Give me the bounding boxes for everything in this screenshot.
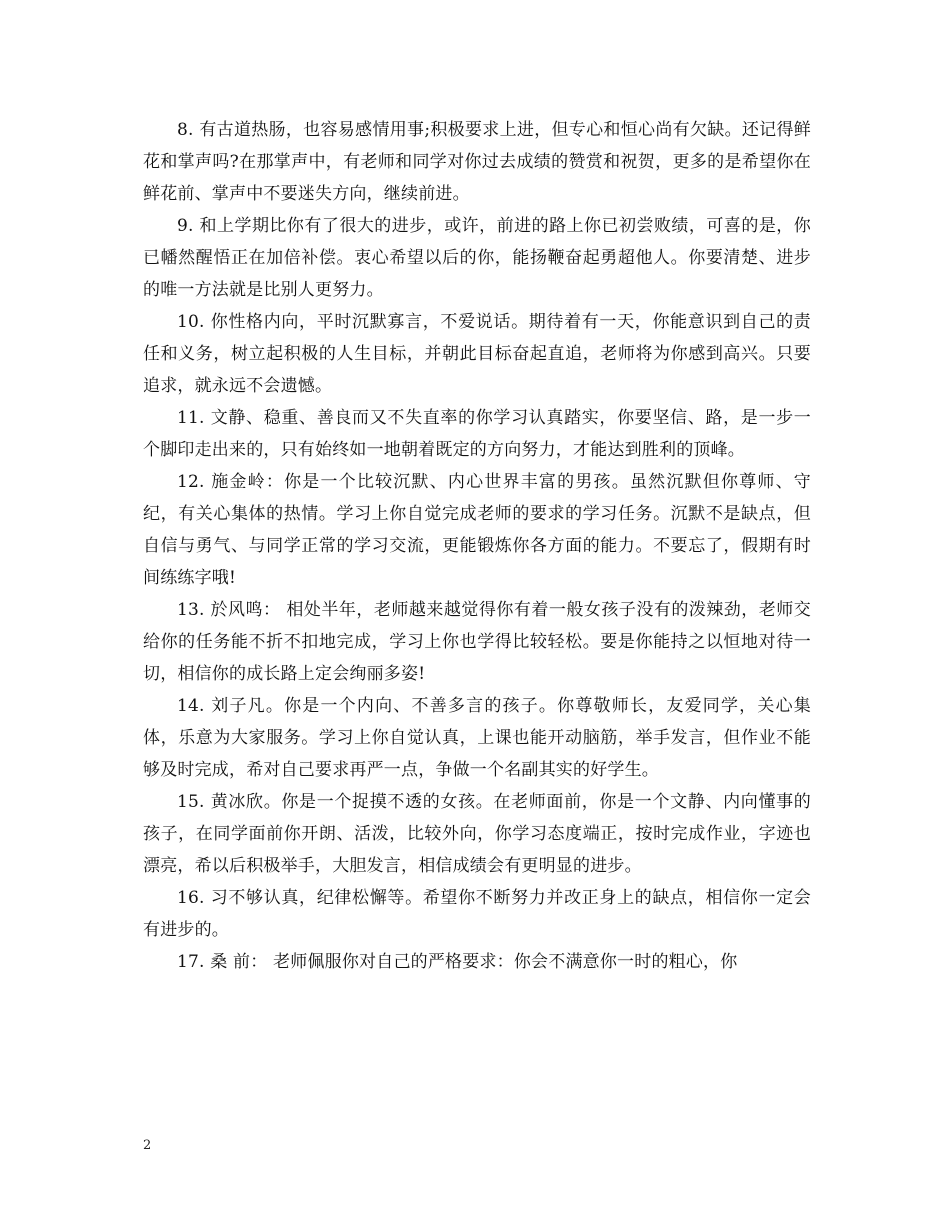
paragraph-12: 12. 施金岭：你是一个比较沉默、内心世界丰富的男孩。虽然沉默但你尊师、守纪，有关心集体的热情。学习上你自觉完成老师的要求的学习任务。沉默不是缺点，但自信与勇气、与同学正常的学习交流，更能锻炼你各方面的能力。不要忘了，假期有时间练练字哦! xyxy=(143,472,811,588)
paragraph-11: 11. 文静、稳重、善良而又不失直率的你学习认真踏实，你要坚信、路，是一步一个脚印走出来的，只有始终如一地朝着既定的方向努力，才能达到胜利的顶峰。 xyxy=(143,408,811,460)
paragraph-8: 8. 有古道热肠，也容易感情用事;积极要求上进，但专心和恒心尚有欠缺。还记得鲜花和掌声吗?在那掌声中，有老师和同学对你过去成绩的赞赏和祝贺，更多的是希望你在鲜花前、掌声中不要迷失方向，继续前进。 xyxy=(143,120,811,204)
document-body xyxy=(143,114,811,978)
paragraph-14: 14. 刘子凡。你是一个内向、不善多言的孩子。你尊敬师长，友爱同学，关心集体，乐意为大家服务。学习上你自觉认真，上课也能开动脑筋，举手发言，但作业不能够及时完成，希对自己要求再严一点，争做一个名副其实的好学生。 xyxy=(143,696,811,780)
paragraph-16: 16. 习不够认真，纪律松懈等。希望你不断努力并改正身上的缺点，相信你一定会有进步的。 xyxy=(143,888,811,940)
paragraph-15: 15. 黄冰欣。你是一个捉摸不透的女孩。在老师面前，你是一个文静、内向懂事的孩子，在同学面前你开朗、活泼，比较外向，你学习态度端正，按时完成作业，字迹也漂亮，希以后积极举手，大胆发言，相信成绩会有更明显的进步。 xyxy=(143,792,811,876)
paragraph-17: 17. 桑 前： 老师佩服你对自己的严格要求：你会不满意你一时的粗心，你 xyxy=(177,952,738,972)
page-number: 2 xyxy=(143,1138,152,1153)
paragraph-13: 13. 於风鸣： 相处半年，老师越来越觉得你有着一般女孩子没有的泼辣劲，老师交给你的任务能不折不扣地完成，学习上你也学得比较轻松。要是你能持之以恒地对待一切，相信你的成长路上定会绚丽多姿! xyxy=(143,600,811,684)
paragraph-9: 9. 和上学期比你有了很大的进步，或许，前进的路上你已初尝败绩，可喜的是，你已幡然醒悟正在加倍补偿。衷心希望以后的你，能扬鞭奋起勇超他人。你要清楚、进步的唯一方法就是比别人更努力。 xyxy=(143,216,811,300)
paragraph-10: 10. 你性格内向，平时沉默寡言，不爱说话。期待着有一天，你能意识到自己的责任和义务，树立起积极的人生目标，并朝此目标奋起直追，老师将为你感到高兴。只要追求，就永远不会遗憾。 xyxy=(143,312,811,396)
